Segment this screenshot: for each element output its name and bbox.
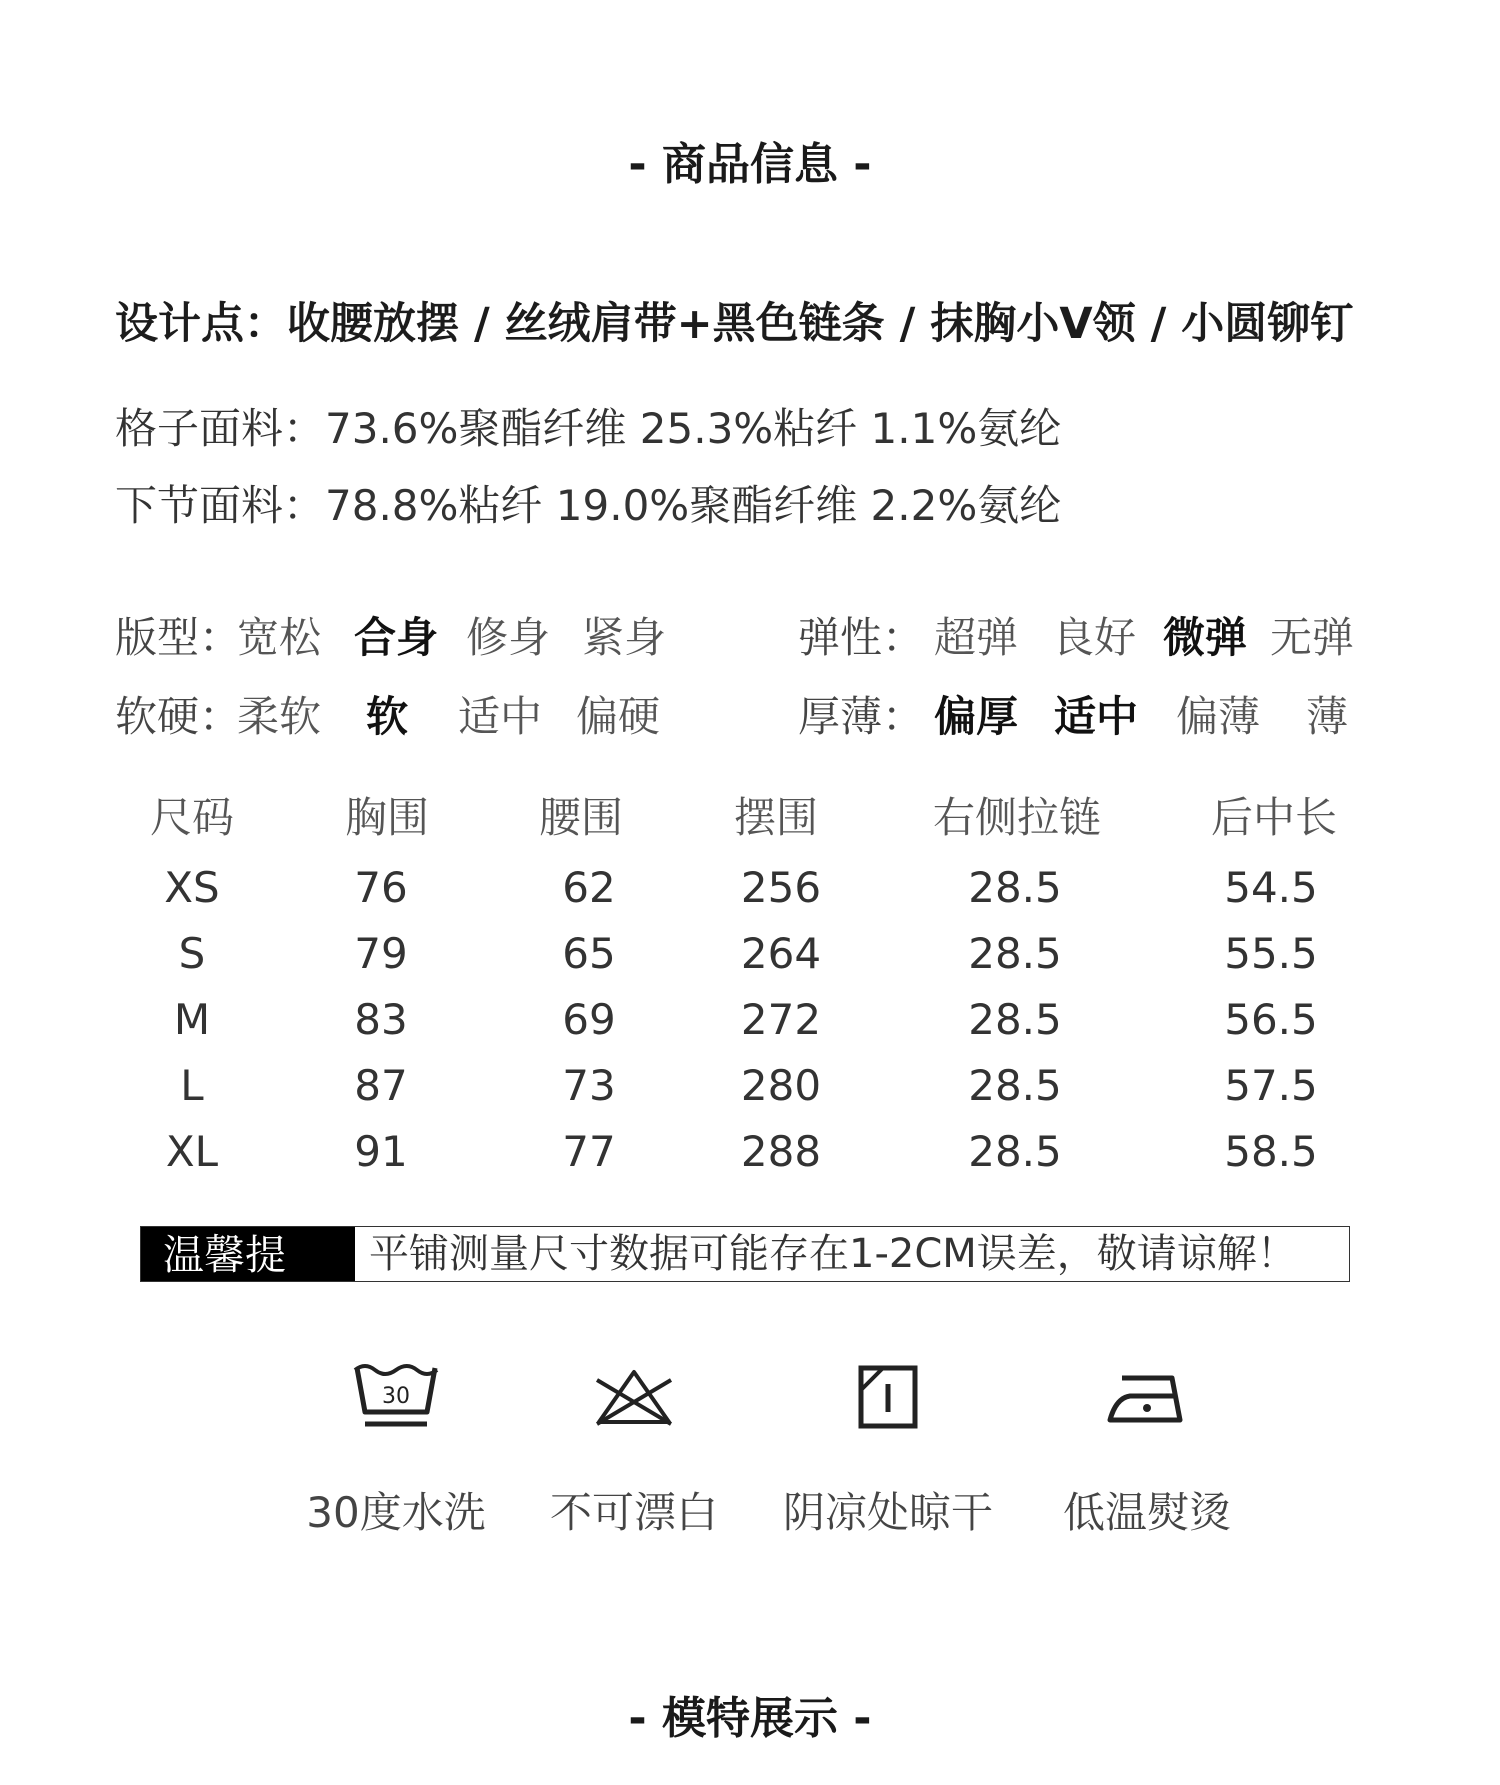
size-table-header-cell: 后中长 xyxy=(1210,793,1337,842)
table-cell: 69 xyxy=(562,995,616,1044)
table-cell: 62 xyxy=(562,863,616,912)
table-cell: 65 xyxy=(562,929,616,978)
attr-thickness-option: 偏薄 xyxy=(1176,692,1261,741)
table-cell: 28.5 xyxy=(968,1127,1062,1176)
table-cell: 55.5 xyxy=(1224,929,1318,978)
table-cell: S xyxy=(178,929,206,978)
table-cell: XL xyxy=(165,1127,219,1176)
attr-elasticity-option-selected: 微弹 xyxy=(1163,613,1248,662)
care-wash xyxy=(266,1360,526,1540)
care-label: 阴凉处晾干 xyxy=(782,1488,993,1537)
table-cell: 79 xyxy=(354,929,408,978)
attr-elasticity xyxy=(798,605,932,665)
attr-elasticity-option: 良好 xyxy=(1052,613,1137,662)
fabric-line-plaid: 格子面料：73.6%聚酯纤维 25.3%粘纤 1.1%氨纶 xyxy=(115,404,1062,453)
table-cell: 28.5 xyxy=(968,995,1062,1044)
table-row xyxy=(100,1061,1400,1121)
wash-30-icon xyxy=(351,1360,441,1432)
table-cell: 87 xyxy=(354,1061,408,1110)
fabric-line-lower: 下节面料：78.8%粘纤 19.0%聚酯纤维 2.2%氨纶 xyxy=(115,481,1062,530)
attr-thickness-label: 厚薄： xyxy=(798,692,925,741)
attr-softness xyxy=(115,684,249,744)
table-cell: 91 xyxy=(354,1127,408,1176)
table-cell: 28.5 xyxy=(968,1061,1062,1110)
table-cell: 256 xyxy=(740,863,822,912)
tip-label: 温馨提示： xyxy=(141,1227,355,1281)
care-label: 低温熨烫 xyxy=(1062,1488,1231,1537)
attr-thickness-option-selected: 适中 xyxy=(1054,692,1139,741)
model-showcase-title: - 模特展示 - xyxy=(628,1693,872,1744)
size-table-header-cell: 摆围 xyxy=(733,793,818,842)
attr-thickness-option: 薄 xyxy=(1306,692,1349,741)
attr-elasticity-label: 弹性： xyxy=(798,613,925,662)
table-row xyxy=(100,1127,1400,1187)
attr-thickness xyxy=(798,684,932,744)
table-cell: 272 xyxy=(740,995,822,1044)
attr-fit-option: 紧身 xyxy=(582,613,667,662)
attr-thickness-option-selected: 偏厚 xyxy=(934,692,1019,741)
size-table-header-cell: 右侧拉链 xyxy=(932,793,1101,842)
attr-fit-option-selected: 合身 xyxy=(354,613,439,662)
measurement-tip xyxy=(140,1226,1350,1335)
care-label: 30度水洗 xyxy=(306,1488,486,1537)
size-table-header xyxy=(100,785,1400,845)
attr-softness-option: 柔软 xyxy=(237,692,322,741)
size-table-header-cell: 腰围 xyxy=(538,793,623,842)
wash-temperature: 30 xyxy=(382,1384,410,1409)
care-label: 不可漂白 xyxy=(549,1488,718,1537)
attr-elasticity-option: 超弹 xyxy=(934,613,1019,662)
attr-softness-option-selected: 软 xyxy=(366,692,409,741)
table-cell: M xyxy=(173,995,211,1044)
attr-fit-label: 版型： xyxy=(115,613,242,662)
table-row xyxy=(100,995,1400,1055)
attr-softness-option: 适中 xyxy=(458,692,543,741)
table-cell: 83 xyxy=(354,995,408,1044)
care-no-bleach xyxy=(504,1360,764,1540)
dry-in-shade-icon xyxy=(843,1360,933,1432)
attr-fit-option: 宽松 xyxy=(237,613,322,662)
table-cell: XS xyxy=(164,863,220,912)
table-cell: 288 xyxy=(740,1127,822,1176)
table-cell: 76 xyxy=(354,863,408,912)
product-info-title: - 商品信息 - xyxy=(628,139,872,190)
table-cell: 56.5 xyxy=(1224,995,1318,1044)
attr-fit-option: 修身 xyxy=(466,613,551,662)
table-cell: 264 xyxy=(740,929,822,978)
table-cell: 28.5 xyxy=(968,863,1062,912)
size-table-header-cell: 尺码 xyxy=(149,793,234,842)
table-row xyxy=(100,929,1400,989)
attr-fit xyxy=(115,605,249,665)
table-row xyxy=(100,863,1400,923)
tip-text: 平铺测量尺寸数据可能存在1-2CM误差，敬请谅解！ xyxy=(369,1231,1297,1277)
table-cell: 54.5 xyxy=(1224,863,1318,912)
table-cell: 58.5 xyxy=(1224,1127,1318,1176)
table-cell: 28.5 xyxy=(968,929,1062,978)
attr-softness-label: 软硬： xyxy=(115,692,242,741)
table-cell: 73 xyxy=(562,1061,616,1110)
table-cell: L xyxy=(180,1061,204,1110)
attr-elasticity-option: 无弹 xyxy=(1270,613,1355,662)
table-cell: 77 xyxy=(562,1127,616,1176)
table-cell: 280 xyxy=(740,1061,822,1110)
care-dry-shade xyxy=(758,1360,1018,1540)
table-cell: 57.5 xyxy=(1224,1061,1318,1110)
low-iron-icon xyxy=(1102,1360,1192,1432)
attr-softness-option: 偏硬 xyxy=(576,692,661,741)
care-low-iron xyxy=(1017,1360,1277,1540)
no-bleach-icon xyxy=(589,1360,679,1432)
size-table-header-cell: 胸围 xyxy=(344,793,429,842)
design-points: 设计点：收腰放摆 / 丝绒肩带+黑色链条 / 抹胸小V领 / 小圆铆钉 xyxy=(115,299,1354,349)
